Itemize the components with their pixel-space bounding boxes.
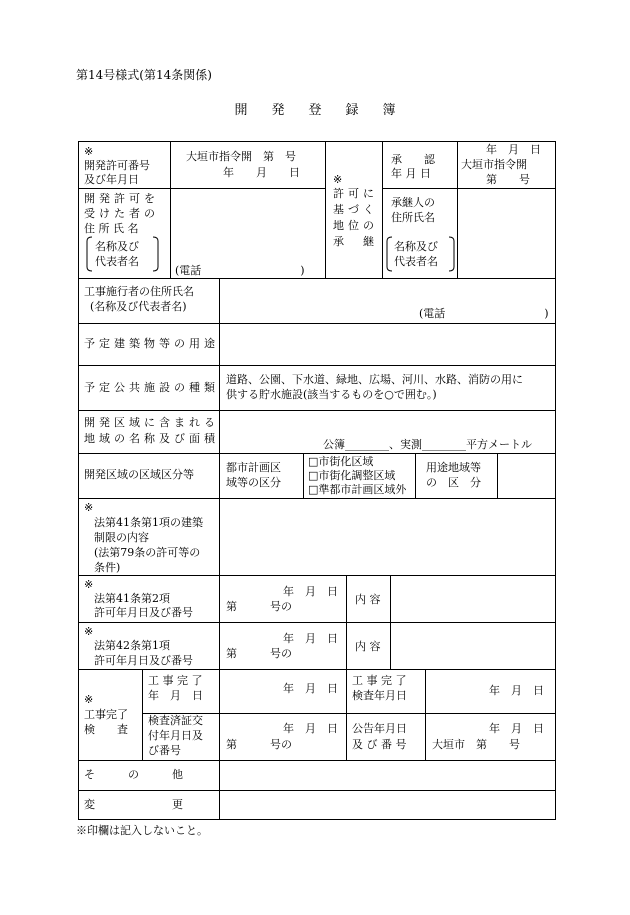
notice-number: 大垣市 第 号 [432,738,520,751]
contractor-label-1: 工事施行者の住所氏名 [84,285,194,298]
holder-bracket-2: 代表者名 [95,255,139,268]
permit-date: 年 月 日 [223,166,300,179]
law41-2-content-label: 内 容 [355,593,381,606]
law41-2-label-1: 法第41条第2項 [94,592,170,605]
permit-number: 大垣市指令開 第 号 [186,150,296,163]
zone-option-urbanization: □市街化区域 [308,455,374,468]
holder-label-2: 受けた者の [84,207,159,220]
approval-label-1: 承 認 [391,153,435,166]
law41-2-date: 年 月 日 [283,585,338,598]
certificate-date: 年 月 日 [283,722,338,735]
certificate-label-3: び番号 [148,744,181,757]
building-use-label: 予定建築物等の用途 [84,337,219,350]
inspection-date-value: 年 月 日 [489,684,544,697]
zone-option-outside: □準都市計画区域外 [308,483,407,496]
notice-label-1: 公告年月日 [352,722,407,735]
successor-bracket-1: 名称及び [394,240,438,253]
footnote: ※印欄は記入しないこと。 [76,824,208,837]
approval-label-2: 年 月 日 [391,167,431,180]
law42-mark: ※ [84,625,94,638]
approval-office: 大垣市指令開 [461,158,527,171]
contractor-phone: (電話 ) [419,307,549,320]
law41-mark: ※ [84,501,94,514]
holder-phone: (電話 ) [175,264,305,277]
public-facility-label: 予定公共施設の種類 [84,381,219,394]
law42-date: 年 月 日 [283,632,338,645]
law41-2-label-2: 許可年月日及び番号 [94,606,193,619]
area-value: 公簿________、実測________平方メートル [323,438,532,451]
inspection-date-label-1: 工 事 完 了 [352,674,407,687]
law42-label-2: 許可年月日及び番号 [94,654,193,667]
form-number: 第14号様式(第14条関係) [76,68,212,82]
completion-label-2: 検 査 [84,723,128,736]
law41-label-1: 法第41条第1項の建築 [94,516,203,529]
law41-label-2: 制限の内容 [94,531,149,544]
law42-content-label: 内 容 [355,640,381,653]
notice-label-2: 及 び 番 号 [352,738,407,751]
succession-label-2: 基づく [333,203,378,216]
holder-label-3: 住 所 氏 名 [84,222,139,235]
public-facility-value-2: 供する貯水施設(該当するものを○で囲む。) [226,388,437,401]
completion-label-1: 工事完了 [84,708,128,721]
holder-bracket-1: 名称及び [95,240,139,253]
contractor-label-2: (名称及び代表者名) [90,300,187,313]
permit-label: 開発許可番号 [84,159,150,172]
successor-label-2: 住所氏名 [391,211,435,224]
use-zone-label-2: の 区 分 [426,476,481,489]
permit-mark: ※ [84,145,94,158]
succession-mark: ※ [333,173,343,186]
certificate-number: 第 号の [226,738,292,751]
notice-date: 年 月 日 [489,722,544,735]
form-title: 開発登録簿 [234,103,420,118]
holder-label-1: 開発許可を [84,192,159,205]
change-label: 変 更 [84,798,183,811]
law41-2-number: 第 号の [226,600,292,613]
law42-label-1: 法第42条第1項 [94,639,170,652]
permit-label-2: 及び年月日 [84,173,139,186]
successor-bracket-2: 代表者名 [394,255,438,268]
law41-2-mark: ※ [84,578,94,591]
area-label-2: 地域の名称及び面積 [84,432,219,445]
law41-label-4: 条件) [94,561,121,574]
certificate-label-2: 付年月日及 [148,729,203,742]
succession-label-1: 許可に [333,187,378,200]
successor-label-1: 承継人の [391,196,435,209]
succession-label-4: 承 継 [333,235,378,248]
other-label: そ の 他 [84,768,183,781]
city-plan-label-2: 域等の区分 [226,476,281,489]
certificate-label-1: 検査済証交 [148,714,203,727]
zone-label: 開発区域の区域区分等 [84,468,194,481]
succession-label-3: 地位の [333,219,378,232]
completion-date-value: 年 月 日 [283,682,338,695]
public-facility-value-1: 道路、公園、下水道、緑地、広場、河川、水路、消防の用に [226,373,523,386]
law42-number: 第 号の [226,647,292,660]
completion-date-label-1: 工 事 完 了 [148,674,203,687]
approval-number: 第 号 [486,173,530,186]
law41-label-3: (法第79条の許可等の [94,546,201,559]
completion-date-label-2: 年 月 日 [148,689,203,702]
approval-date: 年 月 日 [486,143,541,156]
completion-mark: ※ [84,693,94,706]
area-label-1: 開発区域に含まれる [84,416,219,429]
inspection-date-label-2: 検査年月日 [352,689,407,702]
use-zone-label-1: 用途地域等 [426,461,481,474]
zone-option-control: □市街化調整区域 [308,469,396,482]
city-plan-label-1: 都市計画区 [226,461,281,474]
